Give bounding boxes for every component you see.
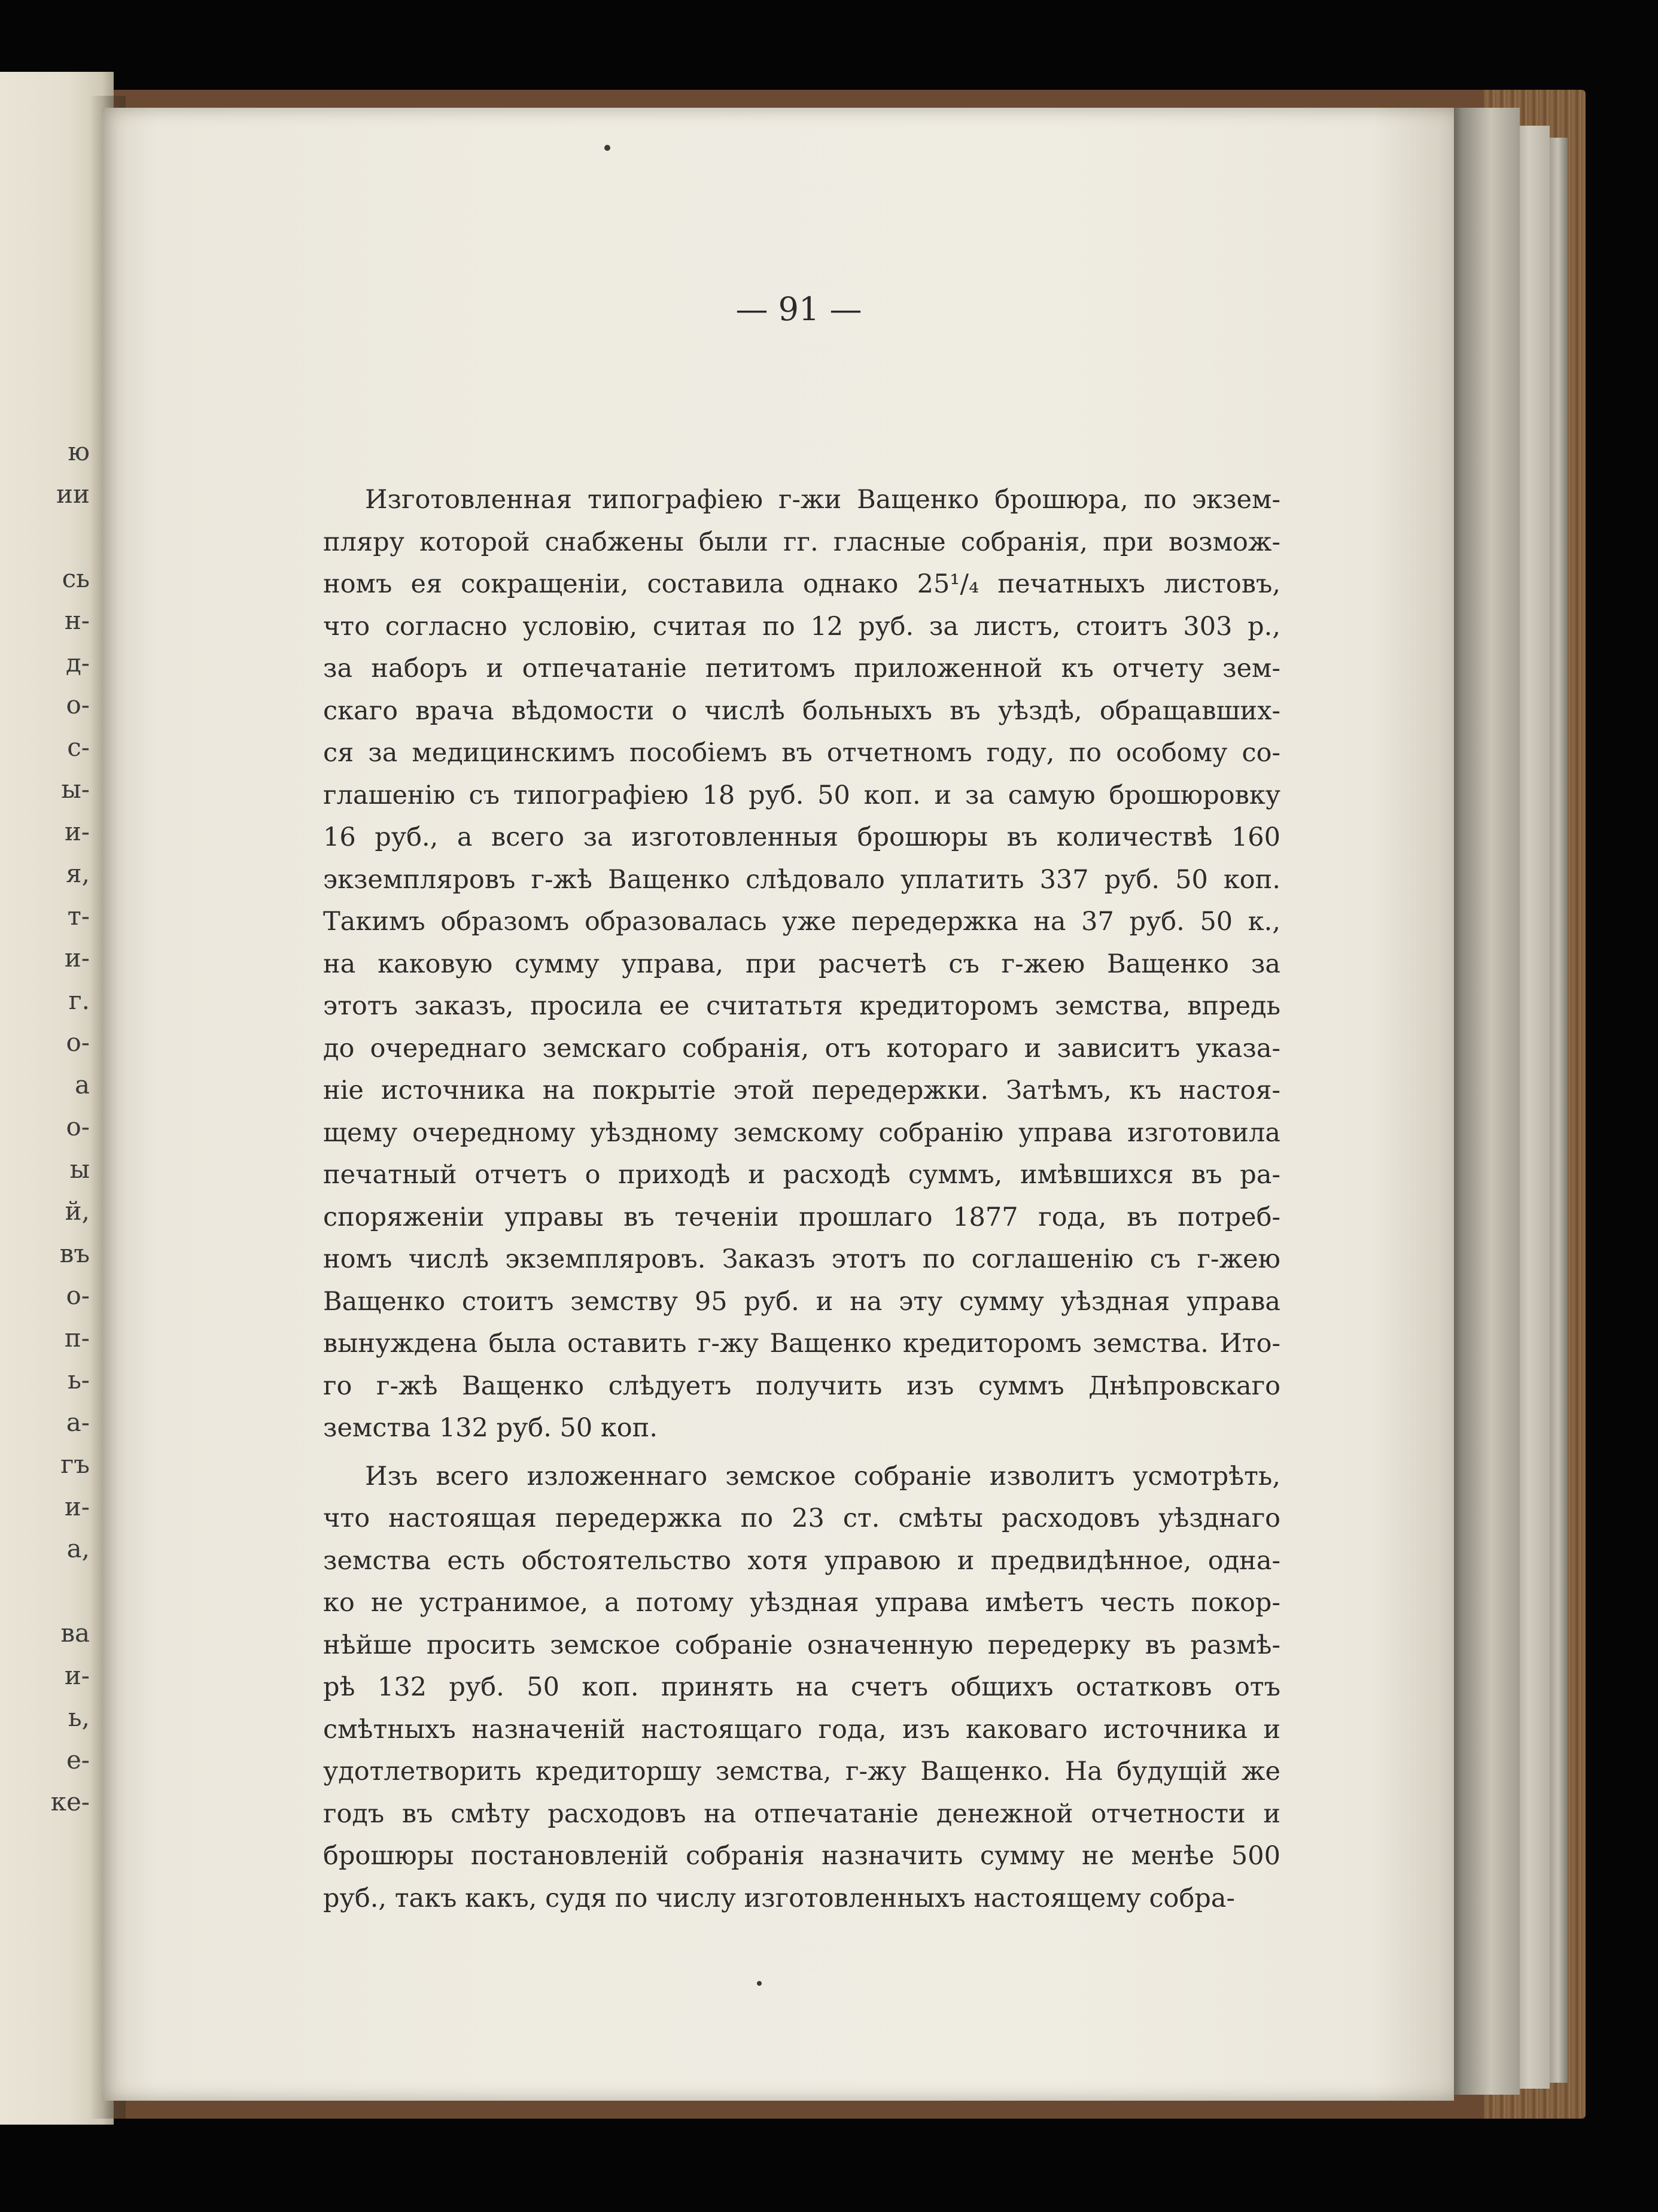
previous-page-fragment: ю [68,437,90,466]
page-number: — 91 — [735,290,862,328]
previous-page-fragment: гъ [60,1450,90,1479]
text-line: скаго врача вѣдомости о числѣ больныхъ въ уѣздѣ, обращавших- [323,695,1280,726]
previous-page-fragment: и- [64,1491,90,1521]
previous-page-fragment: о- [66,1112,90,1141]
text-line: Изготовленная типографіею г-жи Ващенко брошюра, по экзем- [365,485,1280,515]
text-line: до очереднаго земскаго собранія, отъ котораго и зависитъ указа- [323,1033,1280,1064]
previous-page-fragment [0,1570,90,1613]
paragraph [323,479,1280,1450]
text-line: годъ въ смѣту расходовъ на отпечатаніе денежной отчетности и [323,1798,1280,1829]
previous-page-fragment: н- [64,606,90,635]
text-line: глашенію съ типографіею 18 руб. 50 коп. и за самую брошюровку [323,780,1280,810]
text-line: печатный отчетъ о приходѣ и расходѣ суммъ, имѣвшихся въ ра- [323,1160,1280,1190]
ink-speck [604,145,610,151]
previous-page-fragment: ии [56,479,90,509]
text-line: Изъ всего изложеннаго земское собраніе изволитъ усмотрѣть, [365,1461,1280,1491]
paragraph-gap [323,1450,1280,1456]
previous-page-fragment: ь, [68,1703,90,1732]
previous-page-fragment: въ [59,1238,90,1268]
previous-page-fragment: а, [66,1534,90,1563]
previous-page-fragment: о- [66,1281,90,1310]
previous-page-fragment: г. [68,985,90,1015]
body-text [323,479,1280,1919]
previous-page-fragment: ва [60,1618,90,1648]
text-line: споряженіи управы въ теченіи прошлаго 1877 года, въ потреб- [323,1202,1280,1232]
paragraph [323,1456,1280,1920]
text-line: на каковую сумму управа, при расчетѣ съ г-жею Ващенко за [323,949,1280,979]
previous-page-fragment: а- [66,1407,90,1437]
previous-page-fragment: ь- [67,1365,90,1394]
text-line: Такимъ образомъ образовалась уже передержка на 37 руб. 50 к., [323,907,1280,937]
text-line: земства есть обстоятельство хотя управою и предвидѣнное, одна- [323,1545,1280,1576]
text-line: го г-жѣ Ващенко слѣдуетъ получить изъ суммъ Днѣпровскаго [323,1371,1280,1401]
text-line: что настоящая передержка по 23 ст. смѣты расходовъ уѣзднаго [323,1503,1280,1533]
previous-page-fragment [0,515,90,558]
previous-page-fragment: сь [62,563,90,593]
text-line: 16 руб., а всего за изготовленныя брошюры въ количествѣ 160 [323,822,1280,852]
previous-page-fragment: о- [66,1028,90,1057]
main-page [102,108,1454,2101]
text-line: щему очередному уѣздному земскому собранію управа изготовила [323,1117,1280,1148]
text-line: экземпляровъ г-жѣ Ващенко слѣдовало уплатить 337 руб. 50 коп. [323,864,1280,895]
previous-page-fragment: с- [67,732,90,762]
text-line: рѣ 132 руб. 50 коп. принять на счетъ общихъ остатковъ отъ [323,1672,1280,1702]
previous-page-fragment: ы [69,1154,90,1184]
text-line: пляру которой снабжены были гг. гласные собранія, при возмож- [323,527,1280,557]
text-line: номъ числѣ экземпляровъ. Заказъ этотъ по соглашенію съ г-жею [323,1244,1280,1274]
previous-page-fragment: й, [65,1196,90,1226]
previous-page-fragment: п- [64,1323,90,1353]
ink-speck [757,1981,762,1986]
text-line: удотлетворить кредиторшу земства, г-жу Ващенко. На будущій же [323,1757,1280,1786]
previous-page-fragment: е- [66,1745,90,1775]
page-edge-stack [1448,108,1520,2095]
previous-page-fragment: д- [65,648,90,677]
text-line: ніе источника на покрытіе этой передержки. Затѣмъ, къ настоя- [323,1075,1280,1105]
text-line: земства 132 руб. 50 коп. [323,1413,658,1443]
text-line: этотъ заказъ, просила ее считатьтя кредиторомъ земства, впредь [323,991,1280,1021]
previous-page-fragment: ы- [61,774,90,804]
text-line: брошюры постановленій собранія назначить сумму не менѣе 500 [323,1841,1280,1871]
text-line: смѣтныхъ назначеній настоящаго года, изъ каковаго источника и [323,1714,1280,1745]
text-line: ко не устранимое, а потому уѣздная управа имѣетъ честь покор- [323,1588,1280,1618]
previous-page-fragment: и- [64,943,90,973]
text-line: что согласно условію, считая по 12 руб. за листъ, стоитъ 303 р., [323,611,1280,642]
previous-page-fragment: и- [64,816,90,846]
previous-page-fragment: о- [66,690,90,719]
previous-page-fragment: ке- [50,1787,90,1816]
text-line: Ващенко стоитъ земству 95 руб. и на эту сумму уѣздная управа [323,1286,1280,1317]
text-line: руб., такъ какъ, судя по числу изготовленныхъ настоящему собра- [323,1883,1236,1913]
text-line: номъ ея сокращеніи, составила однако 25¹/₄ печатныхъ листовъ, [323,569,1280,599]
text-line: за наборъ и отпечатаніе петитомъ приложенной къ отчету зем- [323,654,1280,683]
previous-page-fragment: и- [64,1660,90,1690]
previous-page-fragment: т- [67,901,90,931]
text-line: ся за медицинскимъ пособіемъ въ отчетномъ году, по особому со- [323,738,1280,768]
text-line: нѣйше просить земское собраніе означенную передерку въ размѣ- [323,1630,1280,1660]
previous-page-fragment: я, [66,859,90,888]
previous-page-text-fragments [0,431,95,1824]
previous-page-fragment: а [74,1069,90,1099]
text-line: вынуждена была оставить г-жу Ващенко кредиторомъ земства. Ито- [323,1329,1280,1359]
